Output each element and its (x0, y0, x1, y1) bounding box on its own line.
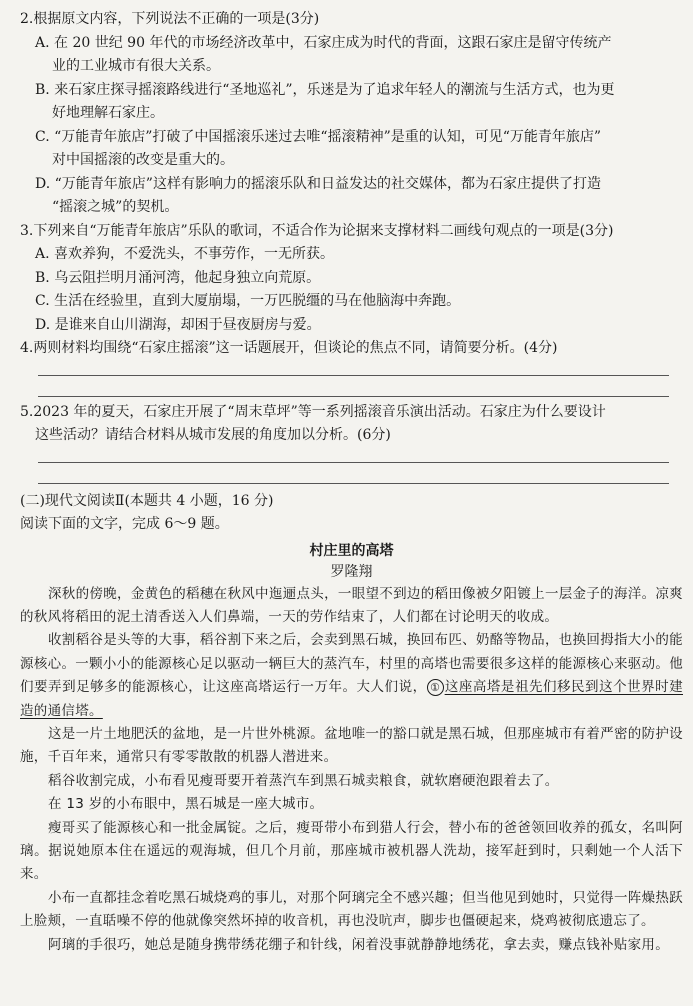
question-2-option-c (35, 126, 683, 173)
question-3-option-d: D. 是谁来自山川湖海，却困于昼夜厨房与爱。 (35, 316, 321, 333)
article-paragraph-5: 在 13 岁的小布眼中，黑石城是一座大城市。 (48, 796, 324, 813)
underlined-sentence: 这座高塔是祖先们移民到这个世界时建造的通信塔。 (20, 679, 683, 719)
q2-option-d-line1: D. “万能青年旅店”这样有影响力的摇滚乐队和日益发达的社交媒体，都为石家庄提供了打造 (35, 175, 601, 192)
question-2-option-d (35, 173, 683, 220)
q2-option-b-line2: 好地理解石家庄。 (52, 105, 164, 121)
article-author: 罗隆翔 (330, 563, 373, 580)
article-paragraph-1: 深秋的傍晚，金黄色的稻穗在秋风中迤逦点头，一眼望不到边的稻田像被夕阳镀上一层金子的海洋。凉爽的秋风将稻田的泥土清香送入人们鼻端，一天的劳作结束了，人们都在讨论明天的收成。 (20, 585, 683, 625)
question-2-stem: 2.根据原文内容，下列说法不正确的一项是(3分) (20, 11, 320, 27)
article-paragraph-6: 瘦哥买了能源核心和一批金属锭。之后，瘦哥带小布到猎人行会，替小布的爸爸领回收养的孤女，名叫阿璃。据说她原本住在遥远的观海城，但几个月前，那座城市被机器人洗劫，接军赶到时，只剩她一个人活下来。 (20, 819, 683, 883)
question-4-stem: 4.两则材料均围绕“石家庄摇滚”这一话题展开，但谈论的焦点不同，请简要分析。(4分) (20, 340, 558, 356)
question-4 (20, 337, 683, 401)
section-instruction: 阅读下面的文字，完成 6～9 题。 (20, 515, 229, 532)
sentence-marker: ① (427, 679, 444, 696)
paragraph-2-text: 收割稻谷是头等的大事，稻谷割下来之后，会卖到黑石城，换回布匹、奶酪等物品，也换回拇指大小的能源核心。一颗小小的能源核心足以驱动一辆巨大的蒸汽车，村里的高塔也需要很多这样的能源核心来驱动。他们要弄到足够多的能源核心，让这座高塔运行一万年。大人们说， (20, 632, 683, 696)
q2-option-d-line2: “摇滚之城”的契机。 (52, 199, 179, 215)
question-3-option-a: A. 喜欢养狗，不爱洗头，不事劳作，一无所获。 (35, 246, 335, 262)
article-paragraph-4: 稻谷收割完成，小布看见瘦哥要开着蒸汽车到黑石城卖粮食，就软磨硬泡跟着去了。 (48, 772, 559, 789)
q2-option-b-line1: B. 来石家庄探寻摇滚路线进行“圣地巡礼”，乐迷是为了追求年轻人的潮流与生活方式，也为更 (35, 81, 615, 98)
article-paragraph-8: 阿璃的手很巧，她总是随身携带绣花绷子和针线，闲着没事就静静地绣花，拿去卖，赚点钱补贴家用。 (48, 936, 669, 953)
question-2-option-b (35, 79, 683, 126)
question-2 (20, 8, 683, 220)
q2-option-a-line1: A. 在 20 世纪 90 年代的市场经济改革中，石家庄成为时代的背面，这跟石家庄是留守传统产 (35, 34, 612, 51)
reading-section (20, 490, 683, 958)
question-3-option-b: B. 乌云阻拦明月涌河湾，他起身独立向荒原。 (35, 269, 321, 286)
article-paragraph-7: 小布一直都挂念着吃黑石城烧鸡的事儿，对那个阿璃完全不感兴趣；但当他见到她时，只觉得一阵燥热跃上脸颊，一直聒噪不停的他就像突然坏掉的收音机，再也没吭声，脚步也僵硬起来，烧鸡被彻底遗忘了。 (20, 889, 683, 930)
question-2-option-a (35, 32, 683, 79)
article-title: 村庄里的高塔 (309, 542, 394, 559)
question-3-stem: 3.下列来自“万能青年旅店”乐队的歌词，不适合作为论据来支撑材料二画线句观点的一项是(3分) (20, 222, 614, 239)
q2-option-c-line2: 对中国摇滚的改变是重大的。 (52, 152, 234, 168)
question-5-stem-line1: 5.2023 年的夏天，石家庄开展了“周末草坪”等一系列摇滚音乐演出活动。石家庄为什么要设计 (20, 403, 606, 420)
question-3-option-c: C. 生活在经验里，直到大厦崩塌，一万匹脱缰的马在他脑海中奔跑。 (35, 293, 461, 309)
q2-option-c-line1: C. “万能青年旅店”打破了中国摇滚乐迷过去唯“摇滚精神”是重的认知，可见“万能青年旅店” (35, 128, 602, 145)
article-paragraph-3: 这是一片土地肥沃的盆地，是一片世外桃源。盆地唯一的豁口就是黑石城，但那座城市有着严密的防护设施，千百年来，通常只有零零散散的机器人潜进来。 (20, 725, 683, 766)
section-heading: (二)现代文阅读Ⅱ(本题共 4 小题，16 分) (20, 492, 274, 509)
article-paragraph-2 (20, 629, 683, 723)
question-5-stem-line2: 这些活动？请结合材料从城市发展的角度加以分析。(6分) (35, 427, 391, 443)
question-5 (20, 401, 683, 490)
question-3 (20, 220, 683, 338)
q2-option-a-line2: 业的工业城市有很大关系。 (52, 58, 220, 74)
